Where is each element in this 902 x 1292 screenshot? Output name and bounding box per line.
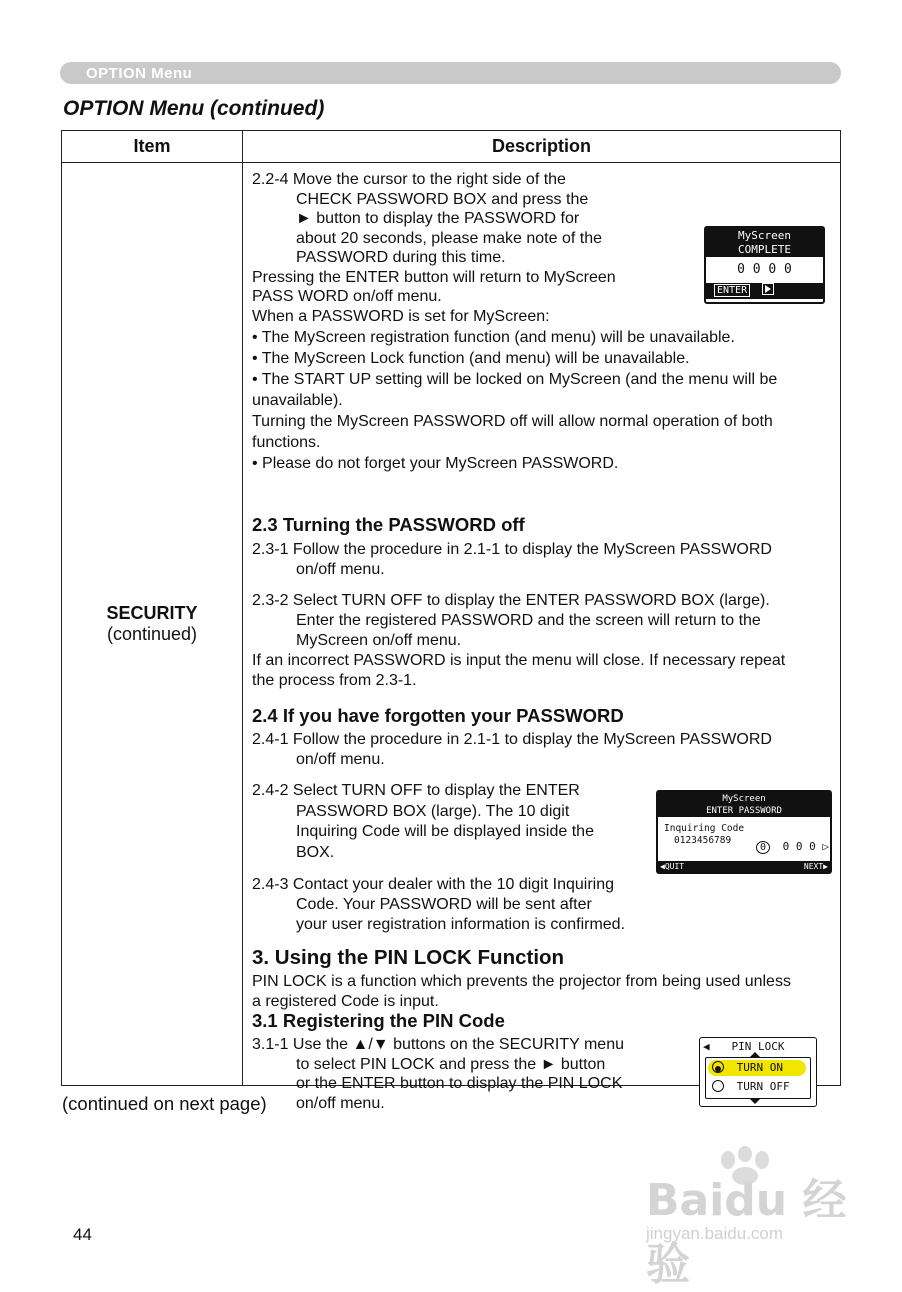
radio-selected-icon — [712, 1061, 724, 1073]
section-header-label: OPTION Menu — [86, 65, 193, 82]
step-2-2-4: 2.2-4 Move the cursor to the right side of the CHECK PASSWORD BOX and press the ► button to display the PASSWORD for about 20 seconds, please make note of the PASSWORD during this time. Pressing the ENTER button will return to MyScreen PASS WORD on/off menu. When a PASSWORD is set for MyScreen: — [252, 171, 616, 325]
step-2-3-2: 2.3-2 Select TURN OFF to display the ENTER PASSWORD BOX (large). Enter the registered PASSWORD and the screen will return to the MyScreen on/off menu. If an incorrect PASSWORD is input the menu will close. If necessary repeat the process from 2.3-1. — [252, 592, 786, 689]
myscreen-complete-screen: MyScreen COMPLETE 0 0 0 0 ENTER — [704, 226, 825, 304]
pin-lock-intro: PIN LOCK is a function which prevents the projector from being used unless a registered Code is input. — [252, 973, 791, 1010]
inquiring-code-label: Inquiring Code — [664, 823, 745, 834]
left-arrow-icon: ◀ — [703, 1040, 710, 1053]
password-digits: 0 0 0 — [782, 840, 816, 853]
item-subtitle: (continued) — [106, 624, 198, 644]
down-arrow-icon — [750, 1099, 760, 1104]
step-2-3-1: 2.3-1 Follow the procedure in 2.1-1 to display the MyScreen PASSWORD on/off menu. — [252, 541, 772, 578]
column-header-description: Description — [243, 131, 841, 163]
baidu-watermark — [640, 1150, 850, 1290]
column-header-item: Item — [62, 131, 243, 163]
enter-key-label: ENTER — [714, 284, 750, 297]
inquiring-code-value: 0123456789 — [674, 835, 732, 846]
page-title: OPTION Menu (continued) — [63, 97, 325, 120]
pin-lock-screen — [699, 1037, 817, 1107]
step-2-4-2: 2.4-2 Select TURN OFF to display the ENTER PASSWORD BOX (large). The 10 digit Inquiring Code will be displayed inside the BOX. — [252, 782, 594, 861]
quit-label: ◀QUIT — [660, 862, 685, 871]
enter-password-screen: MyScreen ENTER PASSWORD Inquiring Code 0123456789 0 0 0 0 ▷ ◀QUIT NEXT▶ — [656, 790, 832, 874]
step-2-4-3: 2.4-3 Contact your dealer with the 10 digit Inquiring Code. Your PASSWORD will be sent after your user registration information is confirmed. — [252, 876, 626, 933]
pin-lock-title: ◀ PIN LOCK — [703, 1040, 785, 1053]
right-arrow-icon — [762, 283, 774, 295]
watermark-url: jingyan.baidu.com — [646, 1224, 784, 1243]
password-notes: • The MyScreen registration function (and menu) will be unavailable. • The MyScreen Lock function (and menu) will be unavailable. • The START UP setting will be locked on MyScreen (and the menu will be unavailable). Turning the MyScreen PASSWORD off will allow normal operation of both functions. • Please do not forget your MyScreen PASSWORD. — [252, 329, 778, 472]
heading-2-3: 2.3 Turning the PASSWORD off — [252, 514, 525, 535]
page-number: 44 — [73, 1225, 92, 1244]
item-cell — [62, 163, 243, 1086]
item-name: SECURITY — [106, 603, 198, 623]
heading-2-4: 2.4 If you have forgotten your PASSWORD — [252, 705, 624, 726]
password-entry — [756, 840, 829, 854]
section-header-bar — [60, 62, 841, 84]
right-arrow-icon: ▷ — [822, 840, 829, 853]
watermark-brand: Baidu 经验 — [646, 1175, 847, 1290]
step-3-1-1: 3.1-1 Use the ▲/▼ buttons on the SECURITY menu to select PIN LOCK and press the ► button or the ENTER button to display the PIN LOCK on/off menu. — [252, 1036, 624, 1112]
step-2-4-1: 2.4-1 Follow the procedure in 2.1-1 to display the MyScreen PASSWORD on/off menu. — [252, 731, 772, 768]
current-digit: 0 — [756, 841, 770, 854]
heading-3-1: 3.1 Registering the PIN Code — [252, 1010, 505, 1031]
up-arrow-icon — [750, 1052, 760, 1057]
turn-on-option: TURN ON — [708, 1060, 806, 1076]
radio-unselected-icon — [712, 1080, 724, 1092]
continued-note: (continued on next page) — [62, 1093, 267, 1114]
next-label: NEXT▶ — [803, 862, 828, 871]
description-cell — [243, 163, 841, 1112]
turn-off-option: TURN OFF — [708, 1079, 790, 1095]
heading-3: 3. Using the PIN LOCK Function — [252, 946, 565, 969]
password-digits: 0 0 0 0 — [737, 262, 792, 277]
